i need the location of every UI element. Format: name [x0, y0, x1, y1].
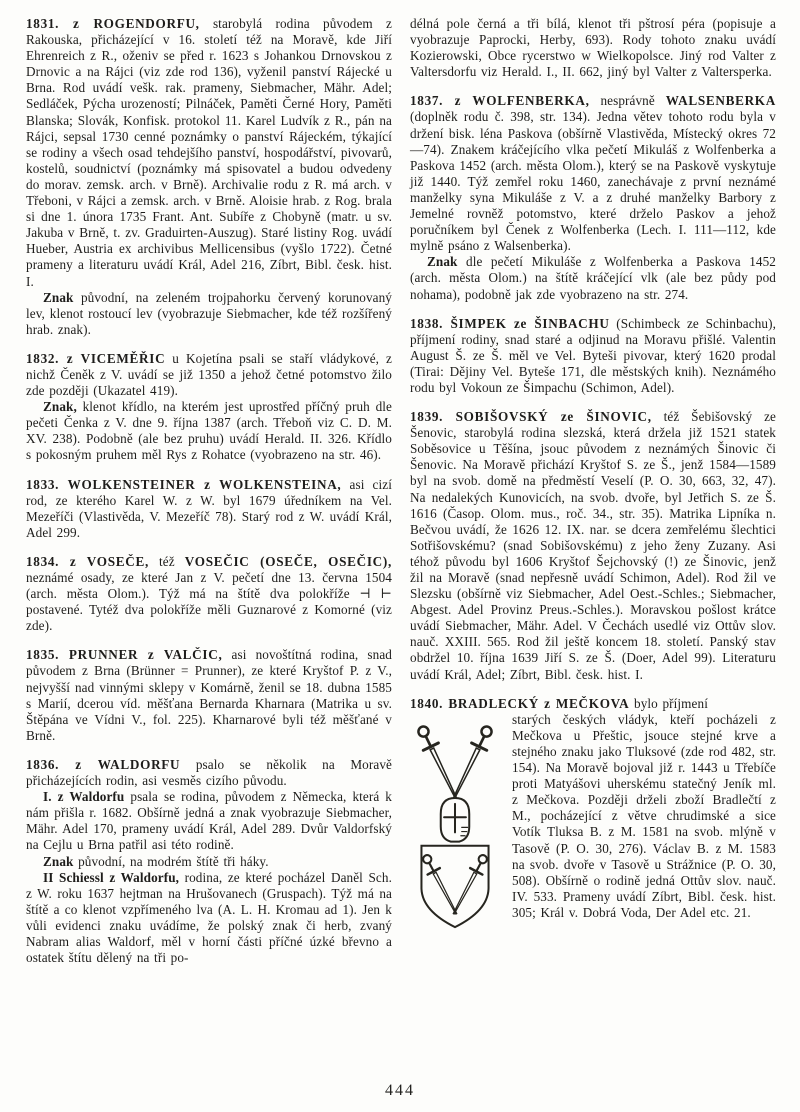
entry-text: starých českých vládyk, kteří pocházeli z Mečkova u Přeštic, jsouce stejné krve a stejného znaku jako Tluksové (zde rod 482, str. 154). Na Moravě bojoval již r. 1443 u Třebíče proti Matyášovi uherskému statečný Jeník ml. z Mečkova. Později drželi zboží Bradlečtí z M., pocházející z větve chrudimské a sice Votík Tluksa B. z M. 1581 na svob. mlýně v Tasově (P. O. 30, 276). Václav B. z M. 1583 na svob. dvoře v Tasově u Strážnice (P. O. 30, 508). Obšírně o rodině jedná Ottův slov. nauč. IV. 533. Prameny uvádí Zíbrt, Bibl. česk. hist. 305; Král v. Dobrá Voda, Der Adel etc. 21.: [512, 711, 776, 920]
znak-paragraph: [26, 854, 392, 870]
entry-heading: 1838. ŠIMPEK ze ŠINBACHU: [410, 315, 610, 331]
entry-text: u Kojetína psali se staří vládykové, z nichž Čeněk z V. uvádí se již 1350 a jehož četné potomstvo žilo zde později (Ukazatel 419).: [26, 350, 392, 399]
sub-family-lead: II Schiessl z Waldorfu,: [43, 869, 180, 885]
entry-text: asi cizí rod, ze kterého Karel W. z W. byl 1679 úředníkem na Vel. Mezeříči (Vlastivěda, V. Mezeříč 78). Starý rod z W. uvádí Král, Adel 299.: [26, 476, 392, 540]
entry-1833: [26, 477, 392, 541]
znak-lead: Znak: [43, 853, 74, 869]
two-column-layout: [26, 16, 776, 979]
right-column: [410, 16, 776, 979]
entry-text: též Šebišovský ze Šenovic, starobylá rodina slezská, která držela již 1521 statek Soběsovice u Těšína, jsouc původem z neznámých Šinovic či Šenovic. Na Moravě přichází Kryštof S. ze Š., jenž 1584—1589 byl na svob. domě na předměstí Veselí (P. O. 30, 663, 32, 47). Na nedalekých Kunovicích, na svob. dvoře, byl Jetřich S. ze Š. 1616 (Časop. Olom. mus., roč. 34., str. 35). Matrika Lipníka n. Bečvou uvádí, že 1626 12. IX. nar. se dcera zemřelému šlechtici Sotřišovskému? (snad Sobišovskému) z jeho ženy Zuzany. Asi téhož původu byl 1606 Kryštof Šejchovský (!) ze Šinovic, jenž žil na Moravě (snad nepřesně uvádí Schimon, Adel). Rod žil ve Slezsku (obšírně viz Siebmacher, Adel Oest.-Schles.; Siebmacher, Abgest. Adel Provinz Preus.-Schles.). Moravskou pošlost krátce uvádí Siebmacher, Mähr. Adel. V Čechách usedlé viz Ottův slov. nauč. XXIII. 565. Rod žil ještě koncem 18. století. Panský stav obdržel 10. října 1639 Jiří S. ze Š. (Doer, Adel 99). Literaturu uvádí Král, Adel; Zíbrt, Bibl. česk. hist. I.: [410, 409, 776, 682]
entry-paragraph: [26, 554, 392, 634]
entry-1840: [410, 696, 776, 921]
entry-heading: 1835. PRUNNER z VALČIC,: [26, 647, 223, 663]
znak-lead: Znak: [43, 289, 74, 305]
entry-heading: 1833. WOLKENSTEINER z WOLKENSTEINA,: [26, 476, 342, 492]
entry-heading: 1839. SOBIŠOVSKÝ ze ŠINOVIC,: [410, 409, 652, 425]
entry-heading-alt: VOSEČIC (OSEČE, OSEČIC),: [184, 553, 392, 569]
page-number: 444: [385, 1082, 415, 1099]
znak-text: původní, na zeleném trojpahorku červený korunovaný lev, klenot rostoucí lev (vyobrazuje Siebmacher, kde též rozšířený hrab. znak).: [26, 289, 392, 337]
znak-text: dle pečetí Mikuláše z Wolfenberka a Paskova 1452 (arch. města Olom.) na štítě kráčející vlk (ale bez půdy pod nohama), podobně jak zde vyobrazeno na str. 274.: [410, 254, 776, 302]
entry-text: starobylá rodina původem z Rakouska, přicházející v 16. století též na Moravě, kde Jiří Ehrenreich z R., oženiv se před r. 1623 s Johankou Drnovskou z Drnovic a na Rájci (viz zde rod 136), vyženil panství Rájecké u Brna. Rod uvádí vešk. rak. prameny, Siebmacher, Mähr. Adel; Sedláček, Pýcha urozeností; Pilnáček, Paměti Černé Hory, Paměti Blanska; Slovák, Konfisk. protokol 11. Karel Ludvík z R., pán na Rájci, sepsal 1730 cenné poznámky o panství Rájeckém, týkající se rodiny a všech osad tehdejšího panství, hospodářství, pivovarů, kostelů, soudnictví (poznámky má spisovatel a budou odvedeny do morav. zemsk. arch. v Brně). Archivalie rodu z R. má arch. v Třeboni, v Rájci a zemsk. arch. v Brně. Aloisie hrab. z Rog. brala si dne 1. února 1735 Frant. Ant. Subíře z Chobyně (matr. u sv. Jakuba v Brně, t. zv. Graduirten-Auszug). Staré listiny Rog. uvádí Hueber, Austria ex archivibus Mellicensibus (vyšlo 1722). Četné prameny a literaturu uvádí Král, Adel 216, Zíbrt, Bibl. česk. hist. I.: [26, 16, 392, 289]
entry-1836-continuation: [410, 16, 776, 80]
entry-heading: 1840. BRADLECKÝ z MEČKOVA: [410, 695, 630, 711]
entry-1837: [410, 93, 776, 302]
entry-text: asi novoštítná rodina, snad původem z Brna (Brünner = Prunner), ze které Kryštof P. z V., nejvyšší nad vinnými sklepy v Komárně, ženil se 18. dubna 1585 s Marií, dcerou víd. měšťana Bernarda Kharnara (Matrika u sv. Štěpána ve Vídni V., fol. 225). Kharnarové byli též měšťané v Brně.: [26, 647, 392, 743]
left-column: [26, 16, 392, 979]
entry-heading-mid: nesprávně: [600, 93, 655, 109]
entry-1839: [410, 409, 776, 683]
entry-paragraph: [26, 351, 392, 399]
entry-paragraph: [26, 16, 392, 290]
entry-1834: [26, 554, 392, 634]
entry-heading: 1834. z VOSEČE,: [26, 553, 149, 569]
entry-paragraph: [26, 647, 392, 744]
entry-1838: [410, 316, 776, 396]
entry-paragraph: [26, 477, 392, 541]
entry-text: psalo se několik na Moravě přicházejících rodin, asi vesměs cizího původu.: [26, 756, 392, 789]
entry-heading-line: [410, 696, 776, 712]
sub-family-text: rodina, ze které pocházel Daněl Sch. z W. roku 1637 hejtman na Hrušovanech (Gruspach). Týž má na štítě a co klenot vzpřímeného lva (A. L. H. Kromau ad 1). Jen k vůli evidenci znaku uvádíme, že polský znak či herb, zvaný Nabram alias Waldorf, měl v horní části příčné úzké břevno a ostatek štítu dělený na tři po-: [26, 869, 392, 966]
coat-of-arms-illustration: [410, 715, 500, 933]
entry-text: neznámé osady, ze které Jan z V. pečetí dne 13. června 1504 (arch. města Olom.). Týž má na štítě dva polokříže ⊣ ⊢ postavené. Tytéž dva polokříže měli Guznarové z Komorné (viz zde).: [26, 570, 392, 634]
entry-heading-alt: WALSENBERKA: [665, 93, 776, 109]
znak-paragraph: [26, 399, 392, 463]
continuation-paragraph: délná pole černá a tři bílá, klenot tři pštrosí péra (popisuje a vyobrazuje Paprocki, Herby, 693). Rody tohoto znaku uvádí Kozierowski, Obce rycerstwo w Wielkopolsce. Jiný rod Valter z Valtersdorfu viz Herald. I., II. 662, jiný byl Valter z Valtersperka.: [410, 16, 776, 80]
entry-heading-mid: též: [159, 553, 175, 569]
coat-of-arms-figure: [410, 715, 500, 933]
entry-body-with-figure: [410, 712, 776, 921]
sub-family-text: psala se rodina, původem z Německa, která k nám přišla r. 1682. Obšírně jedná a znak vyobrazuje Siebmacher, Mähr. Adel 170, prameny uvádí Král, Adel 289. Dvůr Valdorfský na Cejlu u Brna patřil asi této rodině.: [26, 789, 392, 853]
sub-family-paragraph-1: [26, 789, 392, 853]
entry-heading: 1836. z WALDORFU: [26, 756, 181, 772]
znak-paragraph: [410, 254, 776, 302]
entry-1836: [26, 757, 392, 966]
entry-1832: [26, 351, 392, 464]
znak-text: klenot křídlo, na kterém jest uprostřed příčný pruh dle pečeti Čenka z V. dne 9. října 1387 (arch. Třeboň viz C. D. M. XV. 238). Podobně (ale bez pruhu) uvádí Herald. II. 326. Křídlo s pokosným pruhem měl Rys z Rohatce (vyobrazeno na str. 46).: [26, 399, 392, 463]
entry-paragraph: [26, 757, 392, 789]
entry-1831: [26, 16, 392, 338]
entry-text: (doplněk rodu č. 398, str. 134). Jedna větev tohoto rodu byla v držení bisk. léna Paskova (obšírně Vlastivěda, Místecký okres 72—74). Znakem kráčejícího vlka pečetí Mikuláš z Wolfenberka a Paskova 1452 (arch. města Olom.), který se na Paskově vyskytuje již 1440. Týž zemřel roku 1460, zanechávaje z první neznámé manželky syna Mikuláše z V. a z druhé manželky Barbory z Jemelné rovněž potomstvo, které drželo Paskov a jehož poručníkem byl Čenek z Wolfenberka (Lech. I. 111—112, kde mylně psáno z Walsenberka).: [410, 109, 776, 254]
entry-heading: 1831. z ROGENDORFU,: [26, 16, 200, 31]
entry-paragraph: [410, 409, 776, 683]
entry-heading: 1832. z VICEMĚŘIC: [26, 350, 166, 366]
entry-text: (Schimbeck ze Schinbachu), příjmení rodiny, snad staré a odjinud na Moravu přišlé. Valentin August Š. ze Š. měl ve Vel. Byteši pivovar, který 1620 prodal (Tirai: Dějiny Vel. Byteše 171, dle městských knih). Neznámého rodu byl Vokoun ze Šimpachu (Schimon, Adel).: [410, 315, 776, 395]
entry-1835: [26, 647, 392, 744]
znak-paragraph: [26, 290, 392, 338]
entry-heading-rest: bylo příjmení: [634, 695, 708, 711]
znak-text: původní, na modrém štítě tři háky.: [78, 853, 269, 869]
entry-heading: 1837. z WOLFENBERKA,: [410, 93, 590, 109]
sub-family-paragraph-2: [26, 870, 392, 967]
entry-paragraph: [410, 316, 776, 396]
znak-lead: Znak: [427, 254, 458, 270]
znak-lead: Znak,: [43, 399, 77, 415]
sub-family-lead: I. z Waldorfu: [43, 789, 125, 805]
entry-paragraph: [410, 93, 776, 254]
